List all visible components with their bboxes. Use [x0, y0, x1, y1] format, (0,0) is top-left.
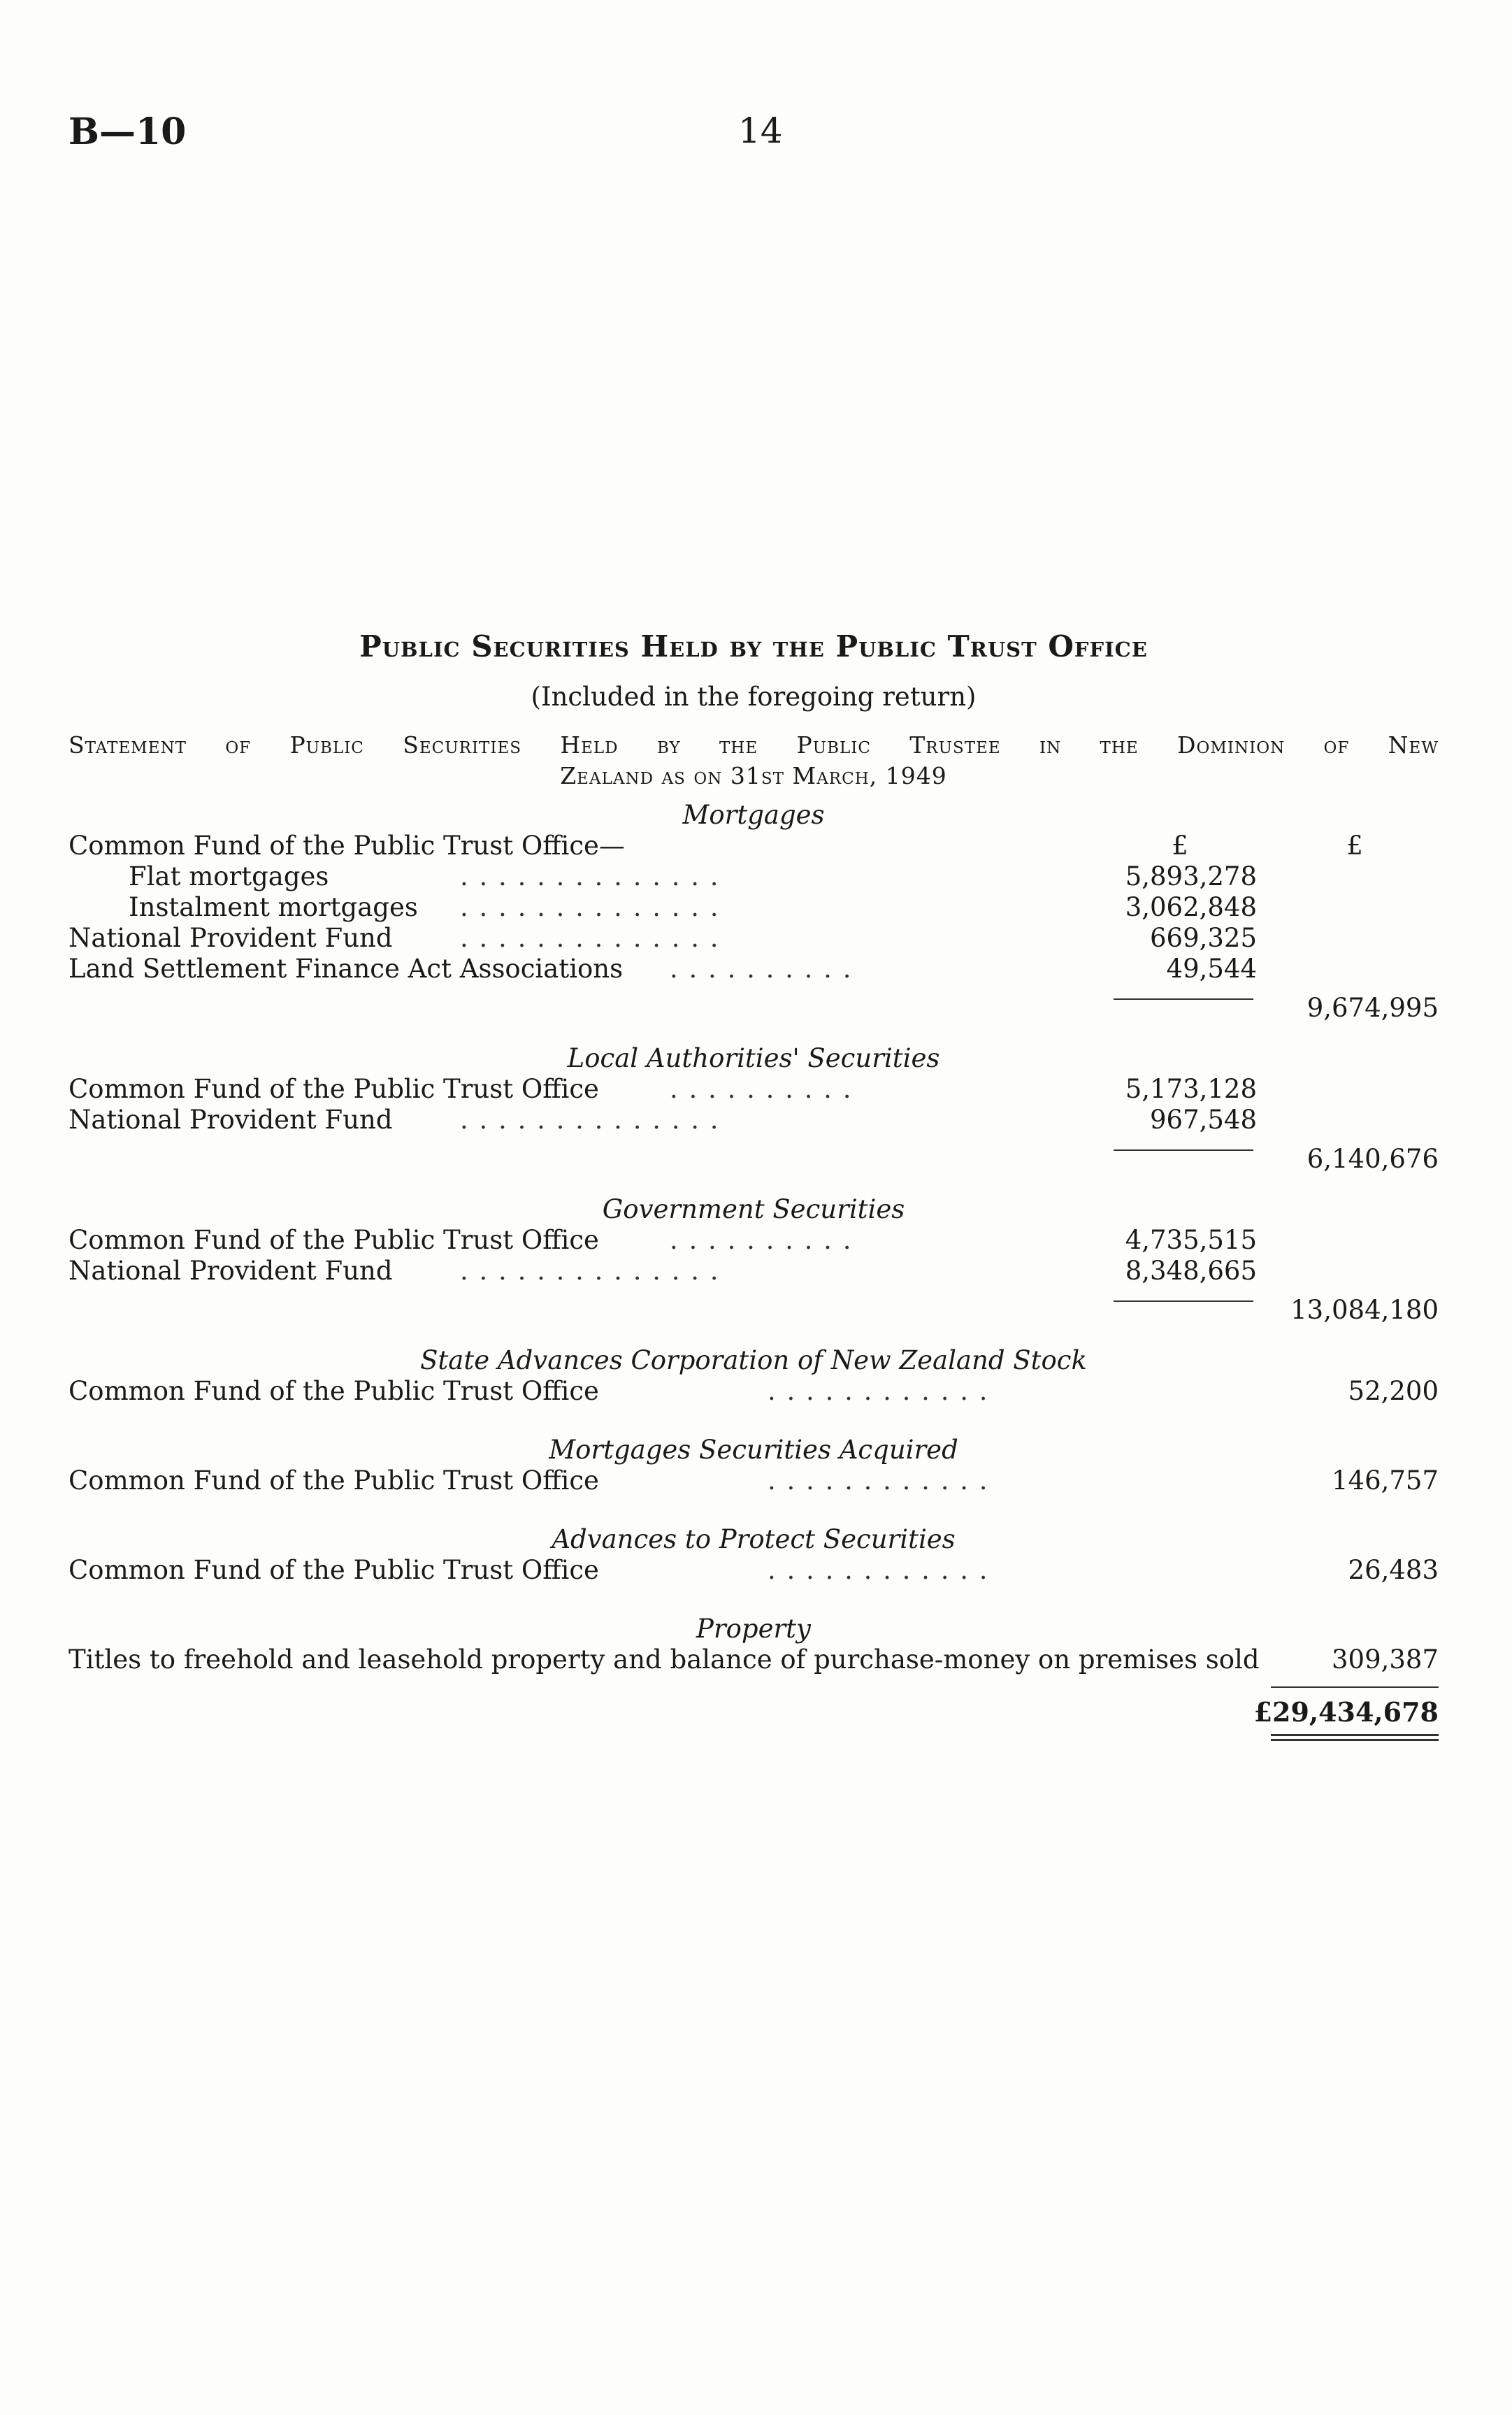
row-value: 967,548: [1149, 1105, 1257, 1135]
table-row: [69, 1644, 1439, 1675]
subtotal-value: 6,140,676: [1306, 1144, 1439, 1174]
row-value: 5,893,278: [1125, 861, 1257, 891]
section-government-securities: [69, 1194, 1439, 1325]
page-number: 14: [738, 110, 783, 151]
table-row: [69, 892, 1439, 923]
row-label: Instalment mortgages: [129, 892, 418, 922]
leader-dots: . . . . . . . . . .: [670, 954, 853, 984]
statement-heading: [69, 730, 1439, 791]
table-row: [69, 923, 1439, 954]
table-row: [69, 861, 1439, 892]
row-value: 26,483: [1348, 1555, 1439, 1585]
row-value: 52,200: [1348, 1376, 1439, 1406]
table-row: [69, 1105, 1439, 1135]
leader-dots: . . . . . . . . . . . .: [768, 1376, 989, 1406]
section-heading: Government Securities: [602, 1194, 905, 1224]
subtotal-rule: [1114, 1149, 1253, 1151]
table-row: [69, 1555, 1439, 1586]
row-value: 49,544: [1166, 954, 1257, 984]
document-reference: B—10: [69, 110, 187, 153]
grand-total-row: [69, 1686, 1439, 1735]
document-subtitle: (Included in the foregoing return): [531, 682, 977, 712]
section-heading: Mortgages Securities Acquired: [549, 1435, 958, 1465]
row-label: Common Fund of the Public Trust Office: [69, 1225, 599, 1255]
row-label: National Provident Fund: [69, 923, 393, 953]
document-title: Public Securities Held by the Public Trust Office: [359, 629, 1148, 664]
row-value: 8,348,665: [1125, 1256, 1257, 1286]
row-value: 4,735,515: [1125, 1225, 1257, 1255]
leader-dots: . . . . . . . . . .: [670, 1074, 853, 1104]
row-label: Common Fund of the Public Trust Office: [69, 1074, 599, 1104]
leader-dots: . . . . . . . . . . . . . .: [460, 923, 720, 953]
section-heading: Advances to Protect Securities: [552, 1524, 956, 1554]
subtotal-rule: [1114, 998, 1253, 1000]
subtotal-row: [69, 1135, 1439, 1174]
leader-dots: . . . . . . . . . . . . . .: [460, 1105, 720, 1135]
row-value: 146,757: [1331, 1466, 1439, 1496]
section-heading: Mortgages: [682, 800, 825, 830]
table-row: [69, 1225, 1439, 1256]
row-label: Common Fund of the Public Trust Office: [69, 1555, 599, 1585]
row-value: 5,173,128: [1125, 1074, 1257, 1104]
row-label: National Provident Fund: [69, 1105, 393, 1135]
table-row: [69, 954, 1439, 984]
row-value: 309,387: [1331, 1644, 1439, 1675]
table-row: [69, 1376, 1439, 1407]
double-underline: [1271, 1734, 1439, 1741]
subtotal-value: 13,084,180: [1290, 1295, 1439, 1325]
table-row: [69, 1256, 1439, 1287]
leader-dots: . . . . . . . . . . . .: [768, 1555, 989, 1585]
total-rule: [1271, 1686, 1439, 1688]
leader-dots: . . . . . . . . . . . .: [768, 1466, 989, 1496]
row-label: Common Fund of the Public Trust Office: [69, 1376, 599, 1406]
row-label: Common Fund of the Public Trust Office: [69, 1466, 599, 1496]
leader-dots: . . . . . . . . . . . . . .: [460, 892, 720, 922]
statement-document: [69, 629, 1439, 1735]
currency-symbol: £: [1172, 831, 1188, 861]
table-row: [69, 1074, 1439, 1105]
section-local-authorities: [69, 1043, 1439, 1174]
section-state-advances: [69, 1345, 1439, 1407]
row-value: 3,062,848: [1125, 892, 1257, 922]
row-label: Land Settlement Finance Act Associations: [69, 954, 624, 984]
section-mortgages-acquired: [69, 1435, 1439, 1496]
row-label: Titles to freehold and leasehold property and balance of purchase-money on premises sold: [69, 1644, 1260, 1675]
currency-symbol: £: [1346, 831, 1363, 861]
section-heading: State Advances Corporation of New Zealand Stock: [420, 1345, 1087, 1375]
table-row: [69, 831, 1439, 861]
table-row: [69, 1466, 1439, 1496]
subtotal-row: [69, 984, 1439, 1023]
subtotal-value: 9,674,995: [1306, 993, 1439, 1023]
subtotal-rule: [1114, 1300, 1253, 1302]
section-heading: Property: [696, 1614, 811, 1644]
section-mortgages: [69, 800, 1439, 1023]
leader-dots: . . . . . . . . . . . . . .: [460, 861, 720, 891]
leader-dots: . . . . . . . . . .: [670, 1225, 853, 1255]
section-heading: Local Authorities' Securities: [567, 1043, 940, 1073]
row-value: 669,325: [1149, 923, 1257, 953]
statement-heading-line2: Zealand as on 31st March, 1949: [560, 762, 947, 789]
grand-total: £29,434,678: [1253, 1696, 1439, 1728]
row-label: Flat mortgages: [129, 861, 329, 891]
row-label: National Provident Fund: [69, 1256, 393, 1286]
section-advances: [69, 1524, 1439, 1586]
statement-heading-line1: Statement of Public Securities Held by the Public Trustee in the Dominion of New: [69, 731, 1439, 759]
leader-dots: . . . . . . . . . . . . . .: [460, 1256, 720, 1286]
section-property: [69, 1614, 1439, 1675]
group-label: Common Fund of the Public Trust Office—: [69, 831, 625, 861]
subtotal-row: [69, 1287, 1439, 1325]
